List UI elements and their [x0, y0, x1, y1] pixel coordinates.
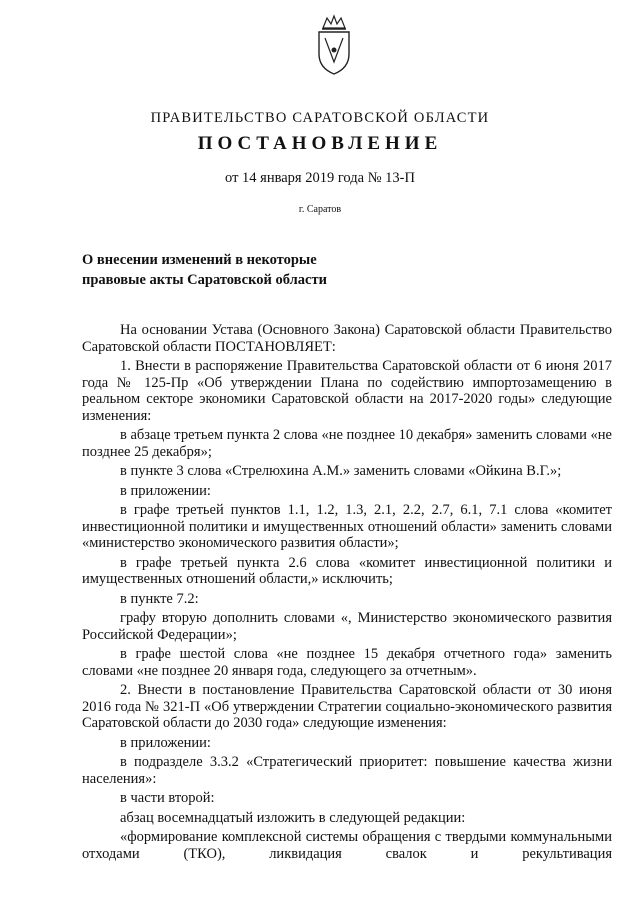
- title-line-1: О внесении изменений в некоторые: [82, 252, 317, 268]
- document-title: [82, 250, 442, 290]
- city-name: г. Саратов: [298, 204, 342, 215]
- paragraph: 1. Внести в распоряжение Правительства Саратовской области от 6 июня 2017 года № 125-Пр «Об утверждении Плана по содействию импортозамещению в реальном секторе экономики Саратовской области на 2017-2020 годы» следующие изменения:: [82, 358, 612, 424]
- paragraph: в пункте 7.2:: [120, 590, 199, 607]
- paragraph: в графе третьей пункта 2.6 слова «комитет инвестиционной политики и имущественных отношений области,» исключить;: [82, 554, 612, 587]
- saratov-coat-of-arms-icon: [315, 14, 353, 76]
- paragraph: графу вторую дополнить словами «, Министерство экономического развития Российской Федерации»;: [82, 610, 612, 643]
- paragraph: в графе шестой слова «не позднее 15 декабря отчетного года» заменить словами «не позднее 20 января года, следующего за отчетным».: [82, 646, 612, 679]
- document-type: ПОСТАНОВЛЕНИЕ: [197, 133, 443, 154]
- paragraph: в пункте 3 слова «Стрелюхина А.М.» заменить словами «Ойкина В.Г.»;: [120, 463, 562, 479]
- paragraph: в приложении:: [120, 482, 211, 499]
- title-line-2: правовые акты Саратовской области: [82, 272, 327, 288]
- paragraph: в графе третьей пунктов 1.1, 1.2, 1.3, 2.1, 2.2, 2.7, 6.1, 7.1 слова «комитет инвестиционной политики и имущественных отношений области» заменить словами «министерство экономического развития области»;: [82, 502, 612, 551]
- paragraph: 2. Внести в постановление Правительства Саратовской области от 30 июня 2016 года № 321-П «Об утверждении Стратегии социально-экономического развития Саратовской области до 2030 года» следующие изменения:: [82, 682, 612, 731]
- paragraph: в абзаце третьем пункта 2 слова «не позднее 10 декабря» заменить словами «не позднее 25 декабря»;: [82, 427, 612, 460]
- paragraph: На основании Устава (Основного Закона) Саратовской области Правительство Саратовской области ПОСТАНОВЛЯЕТ:: [82, 322, 612, 355]
- paragraph: в части второй:: [120, 790, 215, 806]
- decree-date-number: от 14 января 2019 года № 13-П: [225, 170, 415, 186]
- paragraph: «формирование комплексной системы обращения с твердыми коммунальными отходами (ТКО), ликвидация свалок и рекультивация: [82, 829, 612, 862]
- paragraph: в подразделе 3.3.2 «Стратегический приоритет: повышение качества жизни населения»:: [82, 754, 612, 787]
- government-name: ПРАВИТЕЛЬСТВО САРАТОВСКОЙ ОБЛАСТИ: [150, 110, 490, 126]
- document-body: [82, 322, 612, 865]
- paragraph: в приложении:: [120, 734, 211, 751]
- paragraph: абзац восемнадцатый изложить в следующей редакции:: [120, 809, 466, 826]
